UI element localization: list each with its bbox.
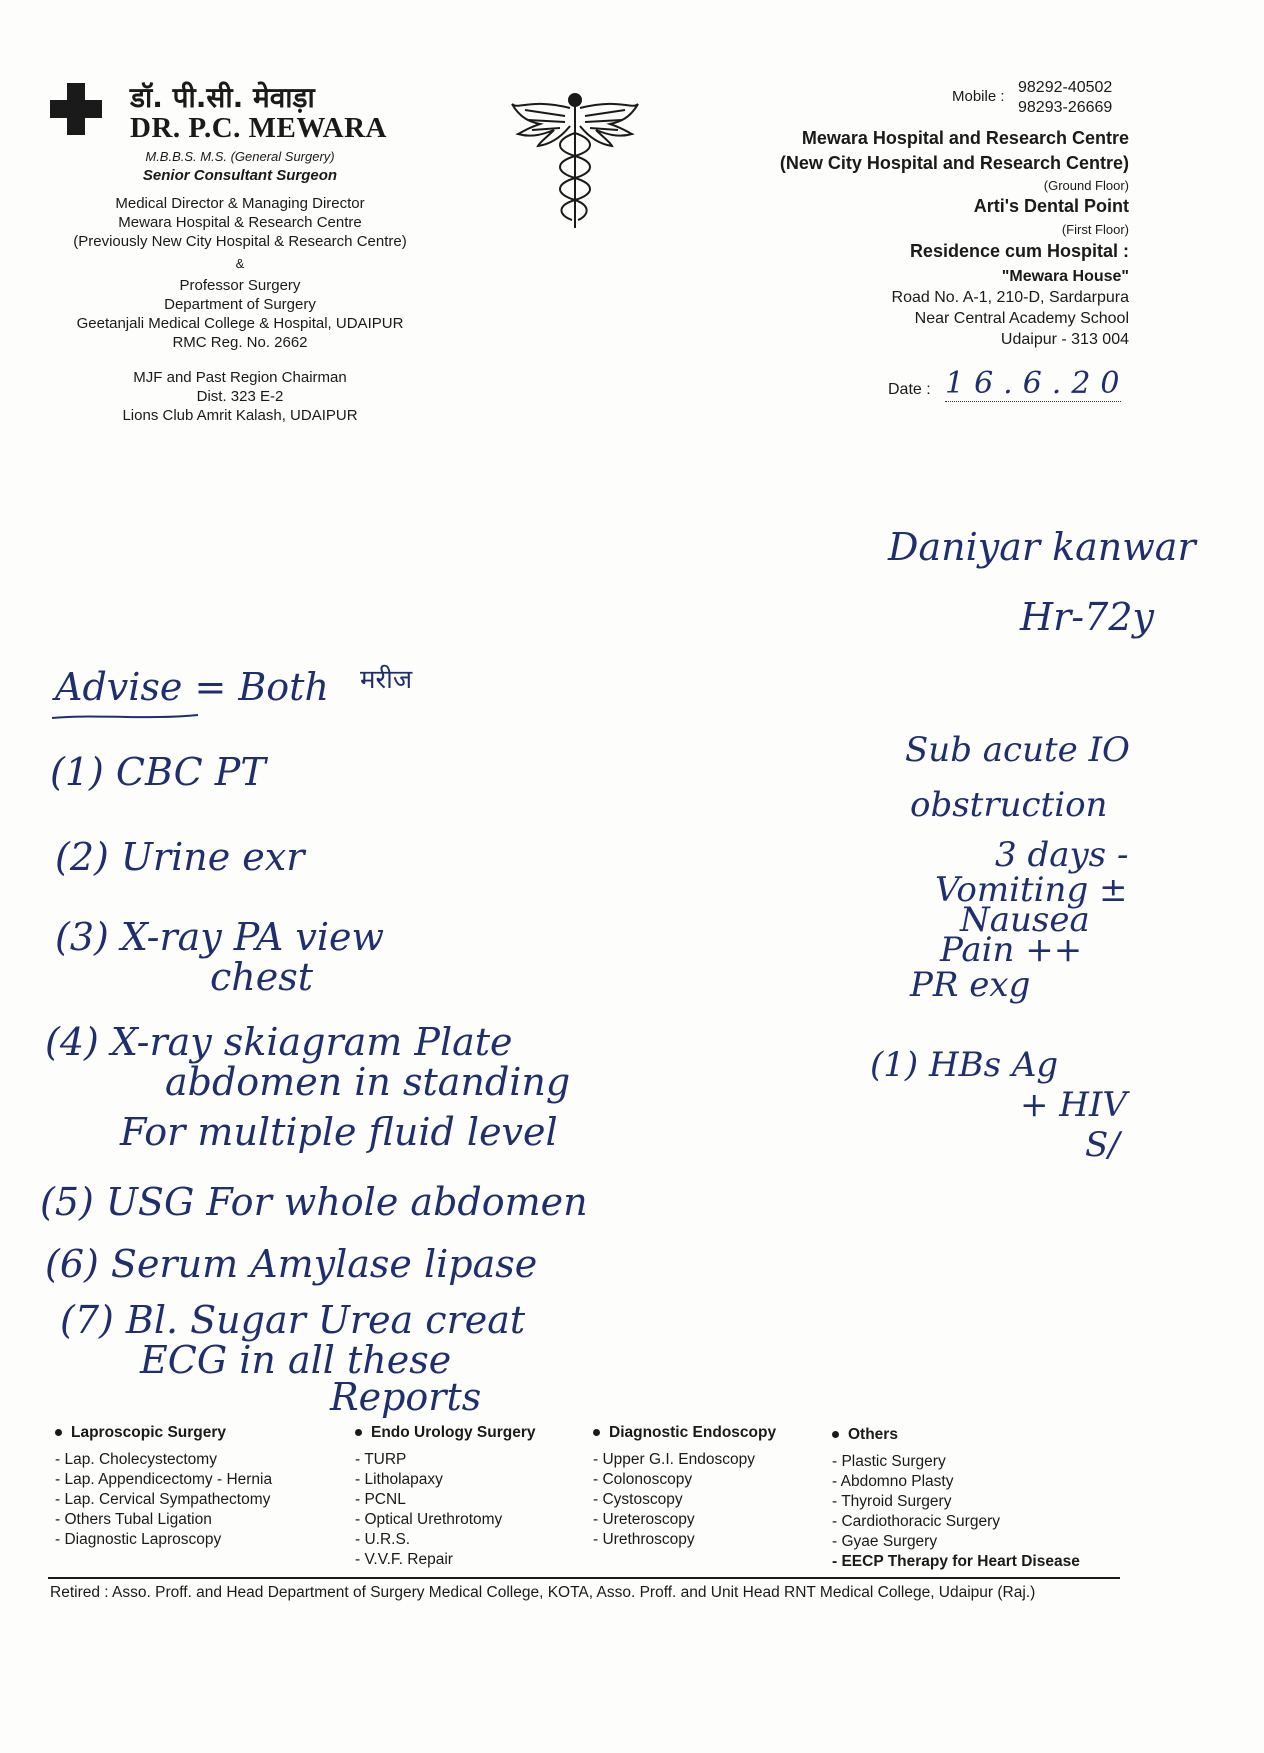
service-item: - V.V.F. Repair [355,1551,453,1568]
doctor-name-hindi: डॉ. पी.सी. मेवाड़ा [130,81,315,114]
test-item: For multiple fluid level [120,1110,558,1154]
lions-club-info [40,368,440,425]
service-column [593,1423,776,1550]
service-item: - Colonoscopy [593,1471,693,1488]
test-item: chest [210,955,314,999]
ground-floor-note: (Ground Floor) [1043,178,1129,193]
symptom-line: Pain ++ [940,930,1083,970]
mobile-label: Mobile : [952,88,1005,105]
service-item: - Lap. Cervical Sympathectomy [55,1491,271,1508]
advice-underline [50,710,200,724]
address-block [569,266,1129,350]
service-item: - Upper G.I. Endoscopy [593,1451,755,1468]
patient-age: Hr-72y [1020,595,1154,639]
service-item: - Urethroscopy [593,1531,695,1548]
symptom-line: PR exg [910,965,1031,1005]
lions-line: MJF and Past Region Chairman [133,369,347,386]
designation-line: & [235,256,245,271]
doctor-name: DR. P.C. MEWARA [130,112,387,144]
service-column [355,1423,536,1570]
house-name: "Mewara House" [1001,268,1129,285]
service-column [55,1423,272,1550]
service-item: - Plastic Surgery [832,1453,946,1470]
service-item: - Cardiothoracic Surgery [832,1513,1000,1530]
designation-line: RMC Reg. No. 2662 [172,334,308,351]
designation-line: Mewara Hospital & Research Centre [118,214,362,231]
service-item: - Diagnostic Laproscopy [55,1531,222,1548]
test-item: (4) X-ray skiagram Plate [45,1020,513,1064]
advice-note: मरीज [360,665,413,695]
first-floor-note: (First Floor) [1061,222,1129,237]
service-heading: Others [848,1426,898,1443]
test-item: (1) HBs Ag [870,1045,1059,1085]
mobile-number: 98293-26669 [1018,99,1113,116]
service-item: - EECP Therapy for Heart Disease [832,1553,1080,1570]
qualifications: M.B.B.S. M.S. (General Surgery) [145,149,335,164]
service-heading: Endo Urology Surgery [371,1424,536,1441]
test-item: (7) Bl. Sugar Urea creat [60,1298,526,1342]
designation-line: Department of Surgery [164,296,316,313]
medical-cross-icon [50,83,102,135]
test-item: (1) CBC PT [50,750,266,794]
dental-clinic: Arti's Dental Point [973,196,1129,216]
service-heading: Diagnostic Endoscopy [609,1424,777,1441]
patient-name: Daniyar kanwar [888,525,1196,569]
hospital-alt-name: (New City Hospital and Research Centre) [779,153,1129,173]
doctor-initials: S/ [1085,1125,1120,1165]
test-item: (3) X-ray PA view [55,915,385,959]
designation-line: Geetanjali Medical College & Hospital, UDAIPUR [76,315,404,332]
residence-heading: Residence cum Hospital : [909,241,1129,261]
bullet-icon [355,1429,362,1436]
mobile-number: 98292-40502 [1018,79,1113,96]
test-item: (6) Serum Amylase lipase [45,1242,538,1286]
address-line: Near Central Academy School [914,310,1129,327]
diagnosis-line: Sub acute IO [905,730,1130,770]
retired-note: Retired : Asso. Proff. and Head Department of Surgery Medical College, KOTA, Asso. Proff. and Unit Head RNT Medical College, Udaipur (Raj.) [50,1584,1036,1601]
lions-line: Lions Club Amrit Kalash, UDAIPUR [122,407,358,424]
service-item: - PCNL [355,1491,406,1508]
service-item: - Gyae Surgery [832,1533,938,1550]
service-item: - Cystoscopy [593,1491,683,1508]
designation-line: Medical Director & Managing Director [115,195,365,212]
date-value: 16.6.20 [945,366,1130,401]
designations [40,194,440,352]
bullet-icon [832,1431,839,1438]
test-item: ECG in all these [140,1338,452,1382]
service-heading: Laproscopic Surgery [71,1424,227,1441]
service-item: - Ureteroscopy [593,1511,695,1528]
hospital-names [569,126,1129,176]
bullet-icon [593,1429,600,1436]
service-item: - Lap. Cholecystectomy [55,1451,217,1468]
advice-heading: Advise = Both [55,665,329,709]
diagnosis-line: obstruction [910,785,1108,825]
footer-divider [48,1577,1120,1579]
designation-line: Professor Surgery [179,277,301,294]
symptom-line: Nausea [960,900,1090,940]
date-label: Date : [888,381,931,398]
hospital-name: Mewara Hospital and Research Centre [801,128,1129,148]
doctor-title: Senior Consultant Surgeon [142,167,338,184]
lions-line: Dist. 323 E-2 [196,388,284,405]
test-item: Reports [330,1375,482,1419]
test-item: (5) USG For whole abdomen [40,1180,588,1224]
service-item: - Optical Urethrotomy [355,1511,503,1528]
service-item: - TURP [355,1451,407,1468]
designation-line: (Previously New City Hospital & Research Centre) [73,233,407,250]
service-item: - U.R.S. [355,1531,411,1548]
service-item: - Abdomno Plasty [832,1473,954,1490]
service-item: - Lap. Appendicectomy - Hernia [55,1471,273,1488]
address-line: Road No. A-1, 210-D, Sardarpura [891,289,1129,306]
mobile-numbers [1018,78,1112,118]
test-item: + HIV [1020,1085,1127,1125]
service-item: - Thyroid Surgery [832,1493,952,1510]
test-item: (2) Urine exr [55,835,305,879]
test-item: abdomen in standing [165,1060,571,1104]
service-item: - Litholapaxy [355,1471,443,1488]
address-line: Udaipur - 313 004 [1000,331,1129,348]
service-column [832,1425,1080,1572]
symptom-line: 3 days - [995,835,1129,875]
bullet-icon [55,1429,62,1436]
symptom-line: Vomiting ± [935,870,1128,910]
service-item: - Others Tubal Ligation [55,1511,212,1528]
